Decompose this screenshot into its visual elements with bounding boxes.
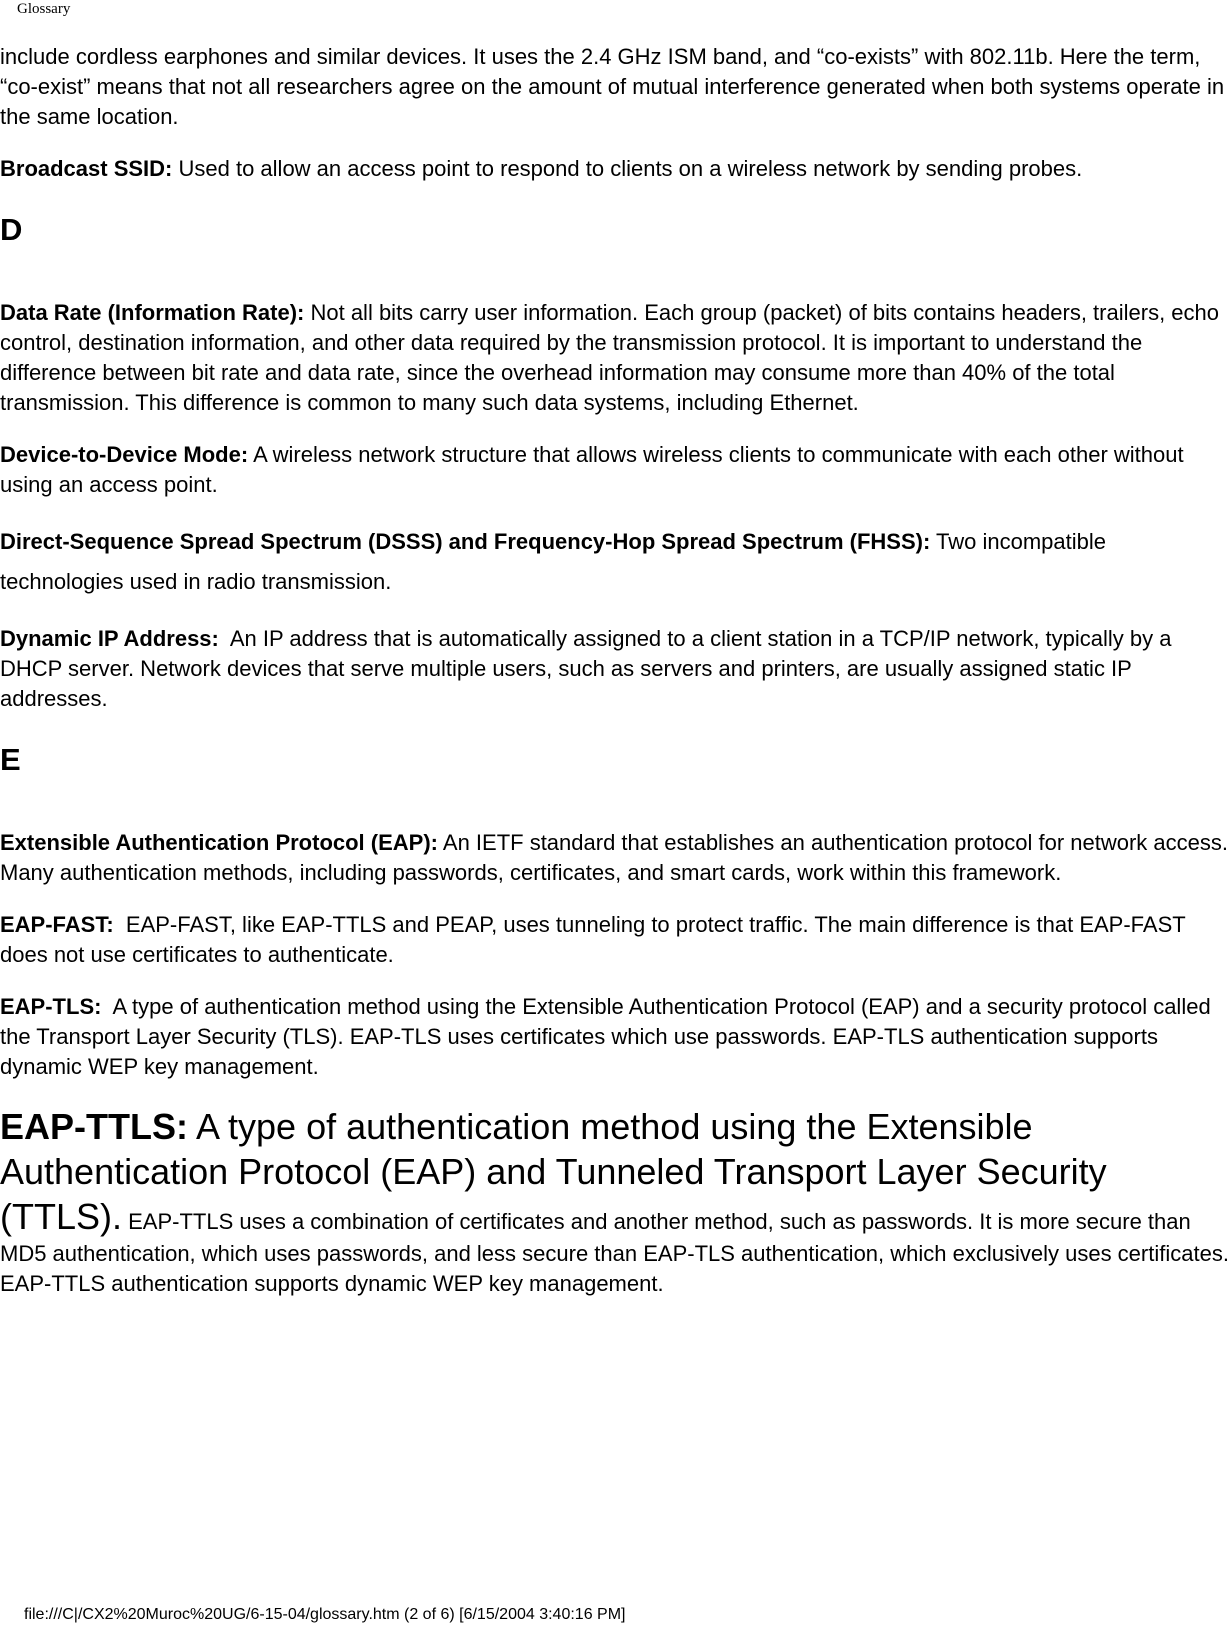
term-dynamic-ip: Dynamic IP Address: <box>0 626 219 651</box>
term-eap-fast: EAP-FAST: <box>0 912 114 937</box>
definition-eap-ttls-large: A type of authentication method using the Extensible Authentication Protocol (EAP) and Tunneled Transport Layer Security (TTLS). <box>0 1106 1107 1237</box>
definition-data-rate: Not all bits carry user information. Each group (packet) of bits contains headers, trailers, echo control, destination information, and other data required by the transmission protocol. It is important to understand the difference between bit rate and data rate, since the overhead information may consume more than 40% of the total transmission. This difference is common to many such data systems, including Ethernet. <box>0 300 1220 415</box>
section-letter-d: D <box>0 212 23 247</box>
definition-broadcast-ssid: Used to allow an access point to respond to clients on a wireless network by sending probes. <box>172 156 1083 181</box>
definition-eap: An IETF standard that establishes an authentication protocol for network access. Many authentication methods, including passwords, certificates, and smart cards, work within this framework. <box>0 830 1228 885</box>
definition-dsss-fhss: Two incompatible technologies used in radio transmission. <box>0 529 1106 594</box>
entry-dynamic-ip <box>0 624 1232 714</box>
entry-device-to-device <box>0 440 1232 500</box>
term-dsss-fhss: Direct-Sequence Spread Spectrum (DSSS) and Frequency-Hop Spread Spectrum (FHSS): <box>0 529 931 554</box>
entry-eap-fast <box>0 910 1232 970</box>
term-device-to-device: Device-to-Device Mode: <box>0 442 249 467</box>
glossary-content <box>0 42 1232 1299</box>
entry-dsss-fhss <box>0 522 1232 602</box>
definition-eap-tls: A type of authentication method using the Extensible Authentication Protocol (EAP) and a security protocol called the Transport Layer Security (TLS). EAP-TLS uses certificates which use passwords. EAP-TLS authentication supports dynamic WEP key management. <box>0 994 1217 1079</box>
entry-data-rate <box>0 298 1232 418</box>
term-eap-ttls: EAP-TTLS: <box>0 1106 188 1147</box>
entry-eap-tls <box>0 992 1232 1082</box>
section-letter-e: E <box>0 742 21 777</box>
entry-eap-ttls <box>0 1104 1232 1299</box>
definition-dynamic-ip: An IP address that is automatically assigned to a client station in a TCP/IP network, typically by a DHCP server. Network devices that serve multiple users, such as servers and printers, are usually assigned static IP addresses. <box>0 626 1178 711</box>
entry-eap <box>0 828 1232 888</box>
page-header: Glossary <box>17 1 71 17</box>
definition-device-to-device: A wireless network structure that allows wireless clients to communicate with each other without using an access point. <box>0 442 1184 497</box>
term-data-rate: Data Rate (Information Rate): <box>0 300 305 325</box>
term-eap-tls: EAP-TLS: <box>0 994 102 1019</box>
page-footer: file:///C|/CX2%20Muroc%20UG/6-15-04/glossary.htm (2 of 6) [6/15/2004 3:40:16 PM] <box>24 1606 626 1623</box>
definition-eap-ttls: EAP-TTLS uses a combination of certificates and another method, such as passwords. It is more secure than MD5 authentication, which uses passwords, and less secure than EAP-TLS authentication, which exclusively uses certificates. EAP-TTLS authentication supports dynamic WEP key management. <box>0 1209 1229 1296</box>
term-broadcast-ssid: Broadcast SSID: <box>0 156 173 181</box>
definition-eap-fast: EAP-FAST, like EAP-TTLS and PEAP, uses tunneling to protect traffic. The main difference is that EAP-FAST does not use certificates to authenticate. <box>0 912 1192 967</box>
intro-paragraph: include cordless earphones and similar devices. It uses the 2.4 GHz ISM band, and “co-exists” with 802.11b. Here the term, “co-exist” means that not all researchers agree on the amount of mutual interference generated when both systems operate in the same location. <box>0 44 1225 129</box>
term-eap: Extensible Authentication Protocol (EAP): <box>0 830 438 855</box>
entry-broadcast-ssid <box>0 154 1232 184</box>
